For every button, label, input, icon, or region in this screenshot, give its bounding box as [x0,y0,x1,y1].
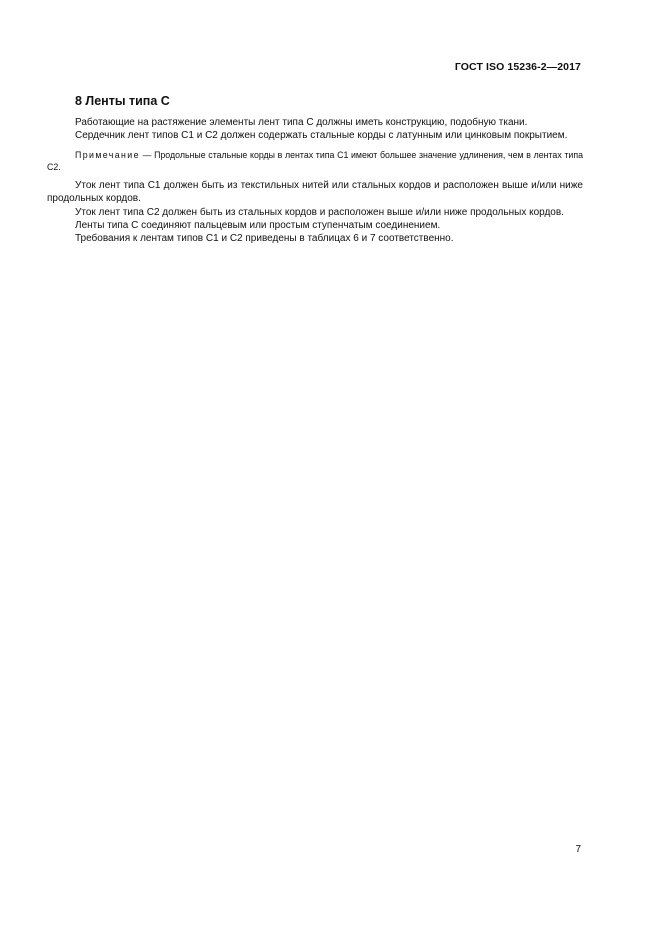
paragraph-weft-c1: Уток лент типа С1 должен быть из текстильных нитей или стальных кордов и расположен выше и/или ниже продольных кордов. [47,180,583,205]
note [47,149,583,174]
note-text: Продольные стальные корды в лентах типа С1 имеют большее значение удлинения, чем в лентах типа С2. [47,149,584,172]
section-title: 8 Ленты типа С [75,94,170,108]
paragraph-tension-elements: Работающие на растяжение элементы лент типа С должны иметь конструкцию, подобную ткани. [75,117,528,128]
paragraph-weft-c2: Уток лент типа С2 должен быть из стальных кордов и расположен выше и/или ниже продольных кордов. [75,206,564,218]
section-body [47,93,583,246]
paragraph-requirements: Требования к лентам типов С1 и С2 приведены в таблицах 6 и 7 соответственно. [75,233,454,245]
note-label: Примечание [75,149,140,160]
document-code-header: ГОСТ ISO 15236-2—2017 [454,61,581,73]
page-number: 7 [575,844,581,855]
note-dash: — [139,149,155,160]
paragraph-core-cords: Сердечник лент типов С1 и С2 должен содержать стальные корды с латунным или цинковым покрытием. [75,130,568,142]
paragraph-joints: Ленты типа С соединяют пальцевым или простым ступенчатым соединением. [75,220,441,232]
